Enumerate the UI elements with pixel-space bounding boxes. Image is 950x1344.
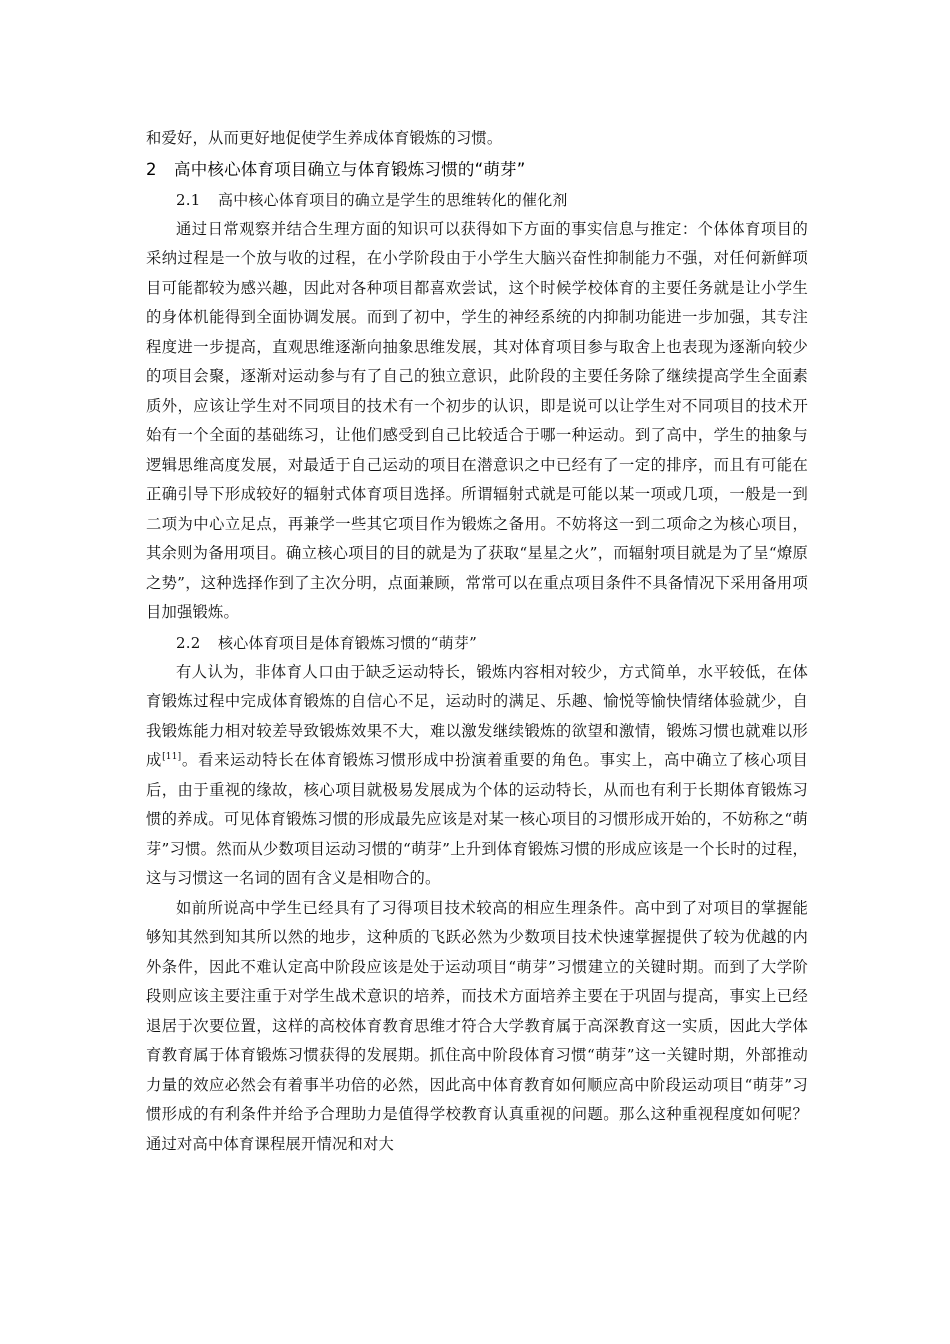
subsection-title: 高中核心体育项目的确立是学生的思维转化的催化剂 — [218, 190, 568, 209]
paragraph-2-2-b: 如前所说高中学生已经具有了习得项目技术较高的相应生理条件。高中到了对项目的掌握能够知其然到知其所以然的地步，这种质的飞跃必然为少数项目技术快速掌握提供了较为优越的内外条件，因此不难认定高中阶段应该是处于运动项目“萌芽”习惯建立的关键时期。而到了大学阶段则应该主要注重于对学生战术意识的培养，而技术方面培养主要在于巩固与提高，事实上已经退居于次要位置，这样的高校体育教育思维才符合大学教育属于高深教育这一实质，因此大学体育教育属于体育锻炼习惯获得的发展期。抓住高中阶段体育习惯“萌芽”这一关键时期，外部推动力量的效应必然会有着事半功倍的必然，因此高中体育教育如何顺应高中阶段运动项目“萌芽”习惯形成的有利条件并给予合理助力是值得学校教育认真重视的问题。那么这种重视程度如何呢？通过对高中体育课程展开情况和对大 — [146, 898, 808, 1153]
citation-ref: [11] — [162, 752, 182, 762]
paragraph-text: 。看来运动特长在体育锻炼习惯形成中扮演着重要的角色。事实上，高中确立了核心项目后，由于重视的缘故，核心项目就极易发展成为个体的运动特长，从而也有利于长期体育锻炼习惯的养成。可见体育锻炼习惯的形成最先应该是对某一核心项目的习惯形成开始的，不妨称之“萌芽”习惯。然而从少数项目运动习惯的“萌芽”上升到体育锻炼习惯的形成应该是一个长时的过程，这与习惯这一名词的固有含义是相吻合的。 — [146, 751, 808, 887]
paragraph-2-2-a — [146, 658, 808, 894]
subsection-number: 2.2 — [176, 633, 201, 652]
paragraph-2-1: 通过日常观察并结合生理方面的知识可以获得如下方面的事实信息与推定：个体体育项目的采纳过程是一个放与收的过程，在小学阶段由于小学生大脑兴奋性抑制能力不强，对任何新鲜项目可能都较为感兴趣，因此对各种项目都喜欢尝试，这个时候学校体育的主要任务就是让小学生的身体机能得到全面协调发展。而到了初中，学生的神经系统的内抑制功能进一步加强，其专注程度进一步提高，直观思维逐渐向抽象思维发展，其对体育项目参与取舍上也表现为逐渐向较少的项目会聚，逐渐对运动参与有了自己的独立意识，此阶段的主要任务除了继续提高学生全面素质外，应该让学生对不同项目的技术有一个初步的认识，即是说可以让学生对不同项目的技术开始有一个全面的基础练习，让他们感受到自己比较适合于哪一种运动。到了高中，学生的抽象与逻辑思维高度发展，对最适于自己运动的项目在潜意识之中已经有了一定的排序，而且有可能在正确引导下形成较好的辐射式体育项目选择。所谓辐射式就是可能以某一项或几项，一般是一到二项为中心立足点，再兼学一些其它项目作为锻炼之备用。不妨将这一到二项命之为核心项目，其余则为备用项目。确立核心项目的目的就是为了获取“星星之火”，而辐射项目就是为了呈“燎原之势”，这种选择作到了主次分明，点面兼顾，常常可以在重点项目条件不具备情况下采用备用项目加强锻炼。 — [146, 219, 808, 621]
section-number: 2 — [146, 159, 157, 179]
document-body — [146, 124, 808, 1159]
paragraph-continuation: 和爱好，从而更好地促使学生养成体育锻炼的习惯。 — [146, 129, 503, 147]
subsection-heading-2-1 — [146, 185, 808, 215]
subsection-heading-2-2 — [146, 628, 808, 658]
section-title: 高中核心体育项目确立与体育锻炼习惯的“萌芽” — [174, 159, 526, 179]
subsection-title: 核心体育项目是体育锻炼习惯的“萌芽” — [218, 633, 477, 652]
section-heading-2 — [146, 155, 808, 185]
paragraph-text: 有人认为，非体育人口由于缺乏运动特长，锻炼内容相对较少，方式简单，水平较低，在体育锻炼过程中完成体育锻炼的自信心不足，运动时的满足、乐趣、愉悦等愉快情绪体验就少，自我锻炼能力相对较差导致锻炼效果不大，难以激发继续锻炼的欲望和激情，锻炼习惯也就难以形成 — [146, 662, 808, 769]
subsection-number: 2.1 — [176, 190, 201, 209]
